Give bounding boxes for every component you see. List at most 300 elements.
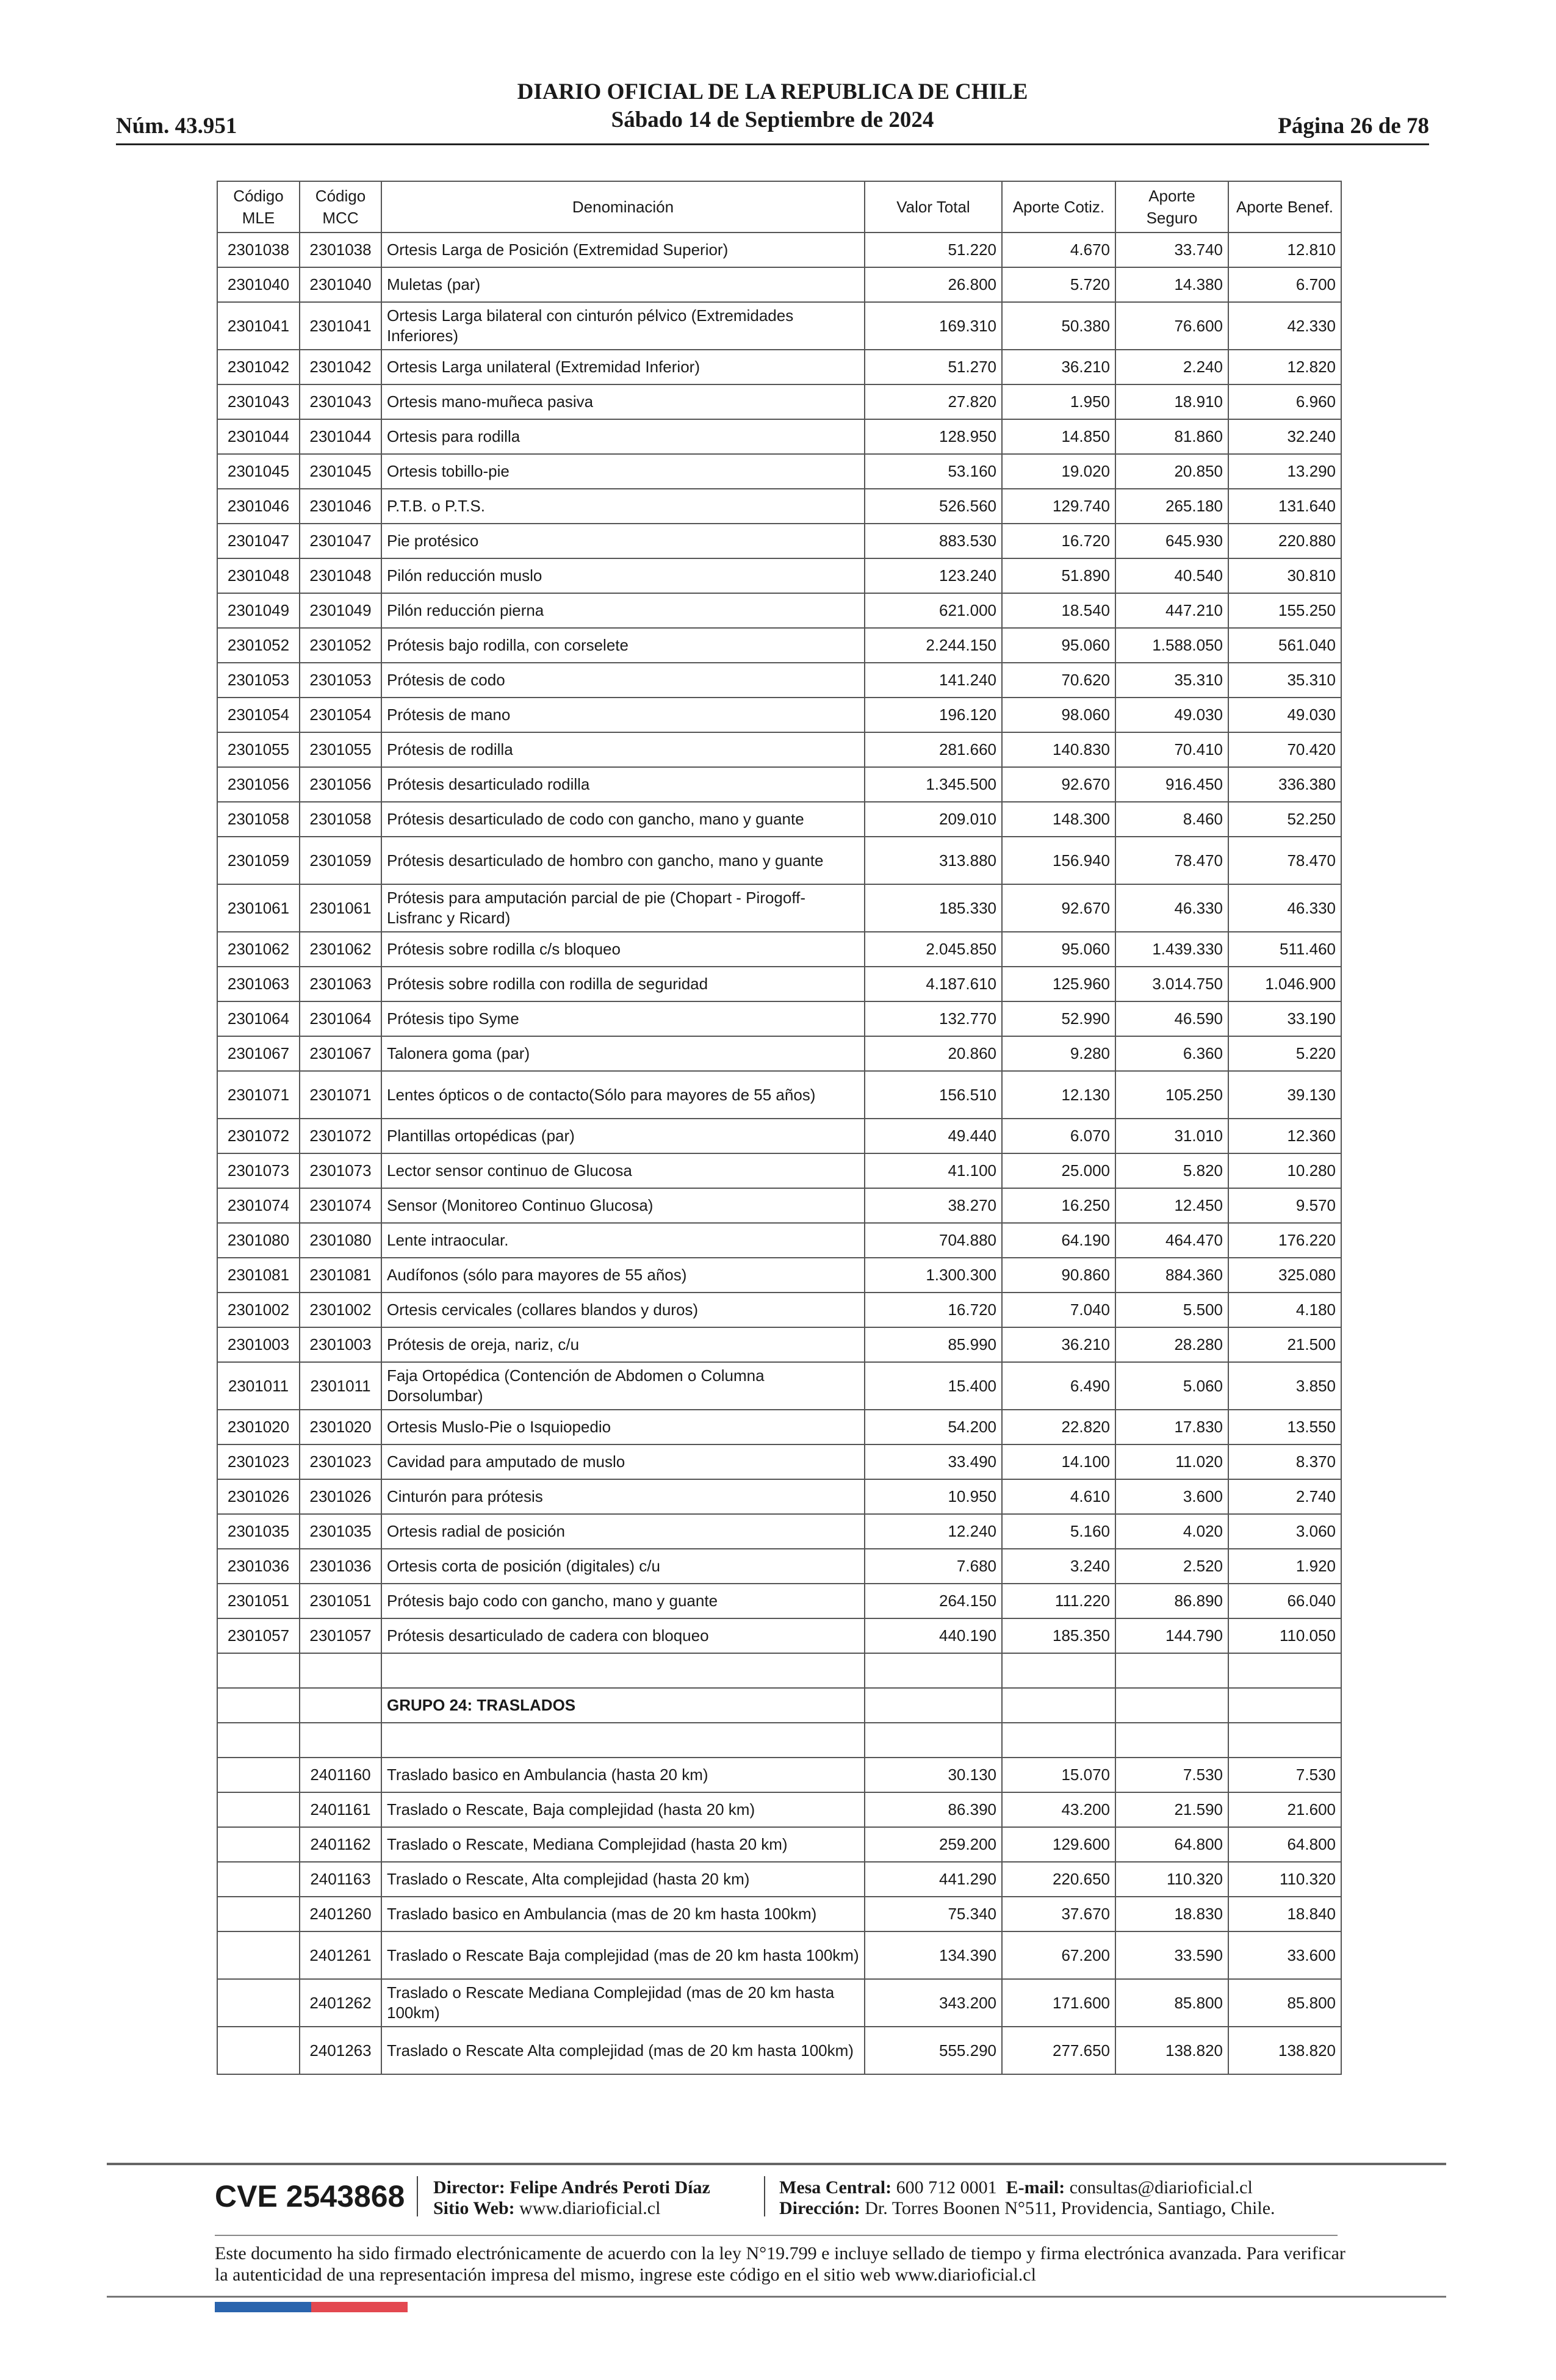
table-cell: 447.210 xyxy=(1115,593,1228,628)
table-cell: 138.820 xyxy=(1228,2027,1341,2074)
table-cell xyxy=(1002,1723,1115,1758)
table-cell: 35.310 xyxy=(1228,663,1341,698)
table-cell: 2301020 xyxy=(217,1410,300,1444)
table-cell: 2.045.850 xyxy=(865,932,1002,967)
table-cell: 8.370 xyxy=(1228,1444,1341,1479)
table-cell: 21.590 xyxy=(1115,1792,1228,1827)
table-cell: 10.950 xyxy=(865,1479,1002,1514)
table-cell: 46.330 xyxy=(1115,884,1228,932)
table-cell xyxy=(1228,1723,1341,1758)
table-cell: 2301040 xyxy=(217,267,300,302)
page-header xyxy=(116,78,1429,144)
table-cell: 883.530 xyxy=(865,524,1002,558)
table-cell: 49.030 xyxy=(1115,698,1228,732)
table-cell: 125.960 xyxy=(1002,967,1115,1001)
email-label: E-mail: xyxy=(1006,2177,1065,2198)
table-row xyxy=(217,1036,1341,1071)
table-cell: 51.890 xyxy=(1002,558,1115,593)
table-cell: 704.880 xyxy=(865,1223,1002,1258)
table-cell: 110.050 xyxy=(1228,1618,1341,1653)
table-cell: 2301063 xyxy=(217,967,300,1001)
table-cell: 18.540 xyxy=(1002,593,1115,628)
table-cell: 2301036 xyxy=(300,1549,381,1584)
table-cell: Traslado o Rescate, Baja complejidad (hasta 20 km) xyxy=(381,1792,865,1827)
table-row xyxy=(217,732,1341,767)
table-cell: 916.450 xyxy=(1115,767,1228,802)
table-cell: Pilón reducción muslo xyxy=(381,558,865,593)
table-cell: 12.240 xyxy=(865,1514,1002,1549)
table-cell: 30.810 xyxy=(1228,558,1341,593)
table-cell: 7.530 xyxy=(1228,1758,1341,1792)
table-cell: 64.800 xyxy=(1115,1827,1228,1862)
table-cell: 20.860 xyxy=(865,1036,1002,1071)
table-cell xyxy=(865,1688,1002,1723)
table-cell: 2301053 xyxy=(217,663,300,698)
table-cell: 1.588.050 xyxy=(1115,628,1228,663)
table-row xyxy=(217,1862,1341,1897)
table-cell: 14.850 xyxy=(1002,419,1115,454)
table-cell: Ortesis tobillo-pie xyxy=(381,454,865,489)
table-cell: Prótesis desarticulado de hombro con gancho, mano y guante xyxy=(381,837,865,884)
table-cell: 13.290 xyxy=(1228,454,1341,489)
table-cell: 33.190 xyxy=(1228,1001,1341,1036)
table-cell: 75.340 xyxy=(865,1897,1002,1931)
table-cell: 1.345.500 xyxy=(865,767,1002,802)
table-row xyxy=(217,1931,1341,1979)
table-cell: 176.220 xyxy=(1228,1223,1341,1258)
table-cell: 2301061 xyxy=(217,884,300,932)
header-divider xyxy=(116,143,1429,145)
table-cell: 70.420 xyxy=(1228,732,1341,767)
table-row xyxy=(217,419,1341,454)
table-cell xyxy=(865,1723,1002,1758)
table-cell: 2401262 xyxy=(300,1979,381,2027)
mesa-label: Mesa Central: xyxy=(779,2177,892,2198)
table-cell: 2301038 xyxy=(300,233,381,267)
column-header: Aporte Seguro xyxy=(1115,181,1228,233)
table-cell: 2301056 xyxy=(300,767,381,802)
newspaper-title: DIARIO OFICIAL DE LA REPUBLICA DE CHILE xyxy=(517,79,1028,104)
table-cell xyxy=(1115,1653,1228,1688)
legal-notice: Este documento ha sido firmado electrónicamente de acuerdo con la ley N°19.799 e incluye sellado de tiempo y firma electrónica avanzada. Para verificar la autenticidad de una representación impresa del mismo, ingrese este código en el sitio web www.diarioficial.cl xyxy=(215,2243,1345,2285)
site-url[interactable]: www.diarioficial.cl xyxy=(519,2198,661,2218)
table-cell: 5.720 xyxy=(1002,267,1115,302)
table-cell: 105.250 xyxy=(1115,1071,1228,1119)
table-cell: 27.820 xyxy=(865,384,1002,419)
table-cell: 36.210 xyxy=(1002,1327,1115,1362)
table-cell: 1.950 xyxy=(1002,384,1115,419)
table-cell: 12.360 xyxy=(1228,1119,1341,1153)
table-row xyxy=(217,1979,1341,2027)
table-cell: 26.800 xyxy=(865,267,1002,302)
table-cell: 2301040 xyxy=(300,267,381,302)
table-cell: Prótesis sobre rodilla con rodilla de seguridad xyxy=(381,967,865,1001)
table-cell: 2301071 xyxy=(300,1071,381,1119)
table-cell: Prótesis desarticulado rodilla xyxy=(381,767,865,802)
table-cell xyxy=(217,1931,300,1979)
footer-separator xyxy=(764,2176,765,2216)
mesa-phone: 600 712 0001 xyxy=(896,2177,997,2198)
table-cell: 6.070 xyxy=(1002,1119,1115,1153)
director-label: Director: xyxy=(433,2177,505,2198)
table-cell: 2401160 xyxy=(300,1758,381,1792)
table-cell: 40.540 xyxy=(1115,558,1228,593)
column-header: Código MCC xyxy=(300,181,381,233)
table-cell: 111.220 xyxy=(1002,1584,1115,1618)
table-cell: 2301045 xyxy=(300,454,381,489)
table-cell: 15.400 xyxy=(865,1362,1002,1410)
table-cell: 4.020 xyxy=(1115,1514,1228,1549)
table-cell: 49.440 xyxy=(865,1119,1002,1153)
table-cell: 4.610 xyxy=(1002,1479,1115,1514)
table-cell: Ortesis Larga bilateral con cinturón pélvico (Extremidades Inferiores) xyxy=(381,302,865,350)
table-cell: 2301064 xyxy=(217,1001,300,1036)
table-cell: Prótesis tipo Syme xyxy=(381,1001,865,1036)
table-cell: Ortesis Larga de Posición (Extremidad Superior) xyxy=(381,233,865,267)
table-cell: 32.240 xyxy=(1228,419,1341,454)
table-cell: 3.014.750 xyxy=(1115,967,1228,1001)
table-row xyxy=(217,663,1341,698)
table-row xyxy=(217,1410,1341,1444)
table-cell: 2301011 xyxy=(300,1362,381,1410)
table-cell: Ortesis mano-muñeca pasiva xyxy=(381,384,865,419)
table-row xyxy=(217,1897,1341,1931)
table-cell: Prótesis de mano xyxy=(381,698,865,732)
table-cell: 1.439.330 xyxy=(1115,932,1228,967)
table-cell: 1.920 xyxy=(1228,1549,1341,1584)
table-cell: 15.070 xyxy=(1002,1758,1115,1792)
table-cell: 144.790 xyxy=(1115,1618,1228,1653)
table-cell: 98.060 xyxy=(1002,698,1115,732)
table-cell: 2401161 xyxy=(300,1792,381,1827)
table-cell: P.T.B. o P.T.S. xyxy=(381,489,865,524)
table-cell: 28.280 xyxy=(1115,1327,1228,1362)
table-cell: 265.180 xyxy=(1115,489,1228,524)
table-row xyxy=(217,1618,1341,1653)
table-row xyxy=(217,1153,1341,1188)
table-row xyxy=(217,628,1341,663)
table-cell: 264.150 xyxy=(865,1584,1002,1618)
table-cell: 2301062 xyxy=(300,932,381,967)
table-cell: 6.490 xyxy=(1002,1362,1115,1410)
table-cell: 2301073 xyxy=(300,1153,381,1188)
table-cell: 78.470 xyxy=(1228,837,1341,884)
issue-number: Núm. 43.951 xyxy=(116,114,237,139)
table-cell: 95.060 xyxy=(1002,628,1115,663)
table-cell: 2301057 xyxy=(300,1618,381,1653)
table-cell xyxy=(865,1653,1002,1688)
table-row xyxy=(217,767,1341,802)
table-cell: 18.830 xyxy=(1115,1897,1228,1931)
table-cell: 12.810 xyxy=(1228,233,1341,267)
table-cell: 2301026 xyxy=(217,1479,300,1514)
table-cell: 10.280 xyxy=(1228,1153,1341,1188)
brand-bar-red xyxy=(311,2302,408,2312)
table-cell: 526.560 xyxy=(865,489,1002,524)
table-cell: 2301002 xyxy=(217,1293,300,1327)
table-cell: 2301038 xyxy=(217,233,300,267)
table-row xyxy=(217,593,1341,628)
table-cell: 2301046 xyxy=(217,489,300,524)
table-cell: 6.360 xyxy=(1115,1036,1228,1071)
table-cell: 185.330 xyxy=(865,884,1002,932)
table-cell: 2301042 xyxy=(217,350,300,384)
table-cell: 2301041 xyxy=(217,302,300,350)
table-cell: 155.250 xyxy=(1228,593,1341,628)
table-row xyxy=(217,967,1341,1001)
table-cell: Pie protésico xyxy=(381,524,865,558)
table-cell: 2301058 xyxy=(300,802,381,837)
table-cell: Cavidad para amputado de muslo xyxy=(381,1444,865,1479)
cve-code: CVE 2543868 xyxy=(215,2179,405,2213)
contact-block xyxy=(779,2177,1275,2219)
table-cell: 95.060 xyxy=(1002,932,1115,967)
table-cell: 110.320 xyxy=(1115,1862,1228,1897)
table-cell: 52.990 xyxy=(1002,1001,1115,1036)
table-cell: 2301035 xyxy=(217,1514,300,1549)
table-row xyxy=(217,524,1341,558)
table-cell: 54.200 xyxy=(865,1410,1002,1444)
table-cell: Prótesis bajo rodilla, con corselete xyxy=(381,628,865,663)
table-cell xyxy=(1002,1653,1115,1688)
table-cell: 11.020 xyxy=(1115,1444,1228,1479)
table-cell: 90.860 xyxy=(1002,1258,1115,1293)
column-header: Código MLE xyxy=(217,181,300,233)
table-cell: 70.410 xyxy=(1115,732,1228,767)
table-cell: 2301047 xyxy=(300,524,381,558)
table-row xyxy=(217,698,1341,732)
table-cell: Ortesis corta de posición (digitales) c/u xyxy=(381,1549,865,1584)
table-cell: 2301011 xyxy=(217,1362,300,1410)
table-row xyxy=(217,1758,1341,1792)
table-cell: 52.250 xyxy=(1228,802,1341,837)
table-cell: 9.280 xyxy=(1002,1036,1115,1071)
bottom-divider xyxy=(107,2296,1446,2298)
table-cell: 441.290 xyxy=(865,1862,1002,1897)
table-cell: 2.244.150 xyxy=(865,628,1002,663)
table-cell: 18.910 xyxy=(1115,384,1228,419)
table-row xyxy=(217,1653,1341,1688)
table-cell: 2301020 xyxy=(300,1410,381,1444)
table-cell: Lente intraocular. xyxy=(381,1223,865,1258)
table-cell: 38.270 xyxy=(865,1188,1002,1223)
table-cell: 14.380 xyxy=(1115,267,1228,302)
table-row xyxy=(217,1514,1341,1549)
page-number: Página 26 de 78 xyxy=(1278,114,1429,139)
table-cell: 185.350 xyxy=(1002,1618,1115,1653)
table-cell: 2301026 xyxy=(300,1479,381,1514)
footer-divider-secondary xyxy=(215,2235,1338,2236)
table-cell: 64.800 xyxy=(1228,1827,1341,1862)
table-cell: 220.650 xyxy=(1002,1862,1115,1897)
table-row xyxy=(217,1223,1341,1258)
table-cell: Cinturón para prótesis xyxy=(381,1479,865,1514)
table-row xyxy=(217,454,1341,489)
table-cell: Faja Ortopédica (Contención de Abdomen o Columna Dorsolumbar) xyxy=(381,1362,865,1410)
table-cell: Prótesis desarticulado de codo con gancho, mano y guante xyxy=(381,802,865,837)
table-cell: 281.660 xyxy=(865,732,1002,767)
table-cell: Ortesis Muslo-Pie o Isquiopedio xyxy=(381,1410,865,1444)
table-cell: 37.670 xyxy=(1002,1897,1115,1931)
table-cell: 33.740 xyxy=(1115,233,1228,267)
table-cell: 884.360 xyxy=(1115,1258,1228,1293)
table-cell: 7.680 xyxy=(865,1549,1002,1584)
table-cell: 2301051 xyxy=(217,1584,300,1618)
table-cell xyxy=(217,1723,300,1758)
table-cell: 440.190 xyxy=(865,1618,1002,1653)
table-cell: 2301059 xyxy=(217,837,300,884)
column-header: Valor Total xyxy=(865,181,1002,233)
table-row xyxy=(217,837,1341,884)
table-cell: 2301043 xyxy=(217,384,300,419)
table-cell: Prótesis de rodilla xyxy=(381,732,865,767)
table-row xyxy=(217,350,1341,384)
table-cell: 2301035 xyxy=(300,1514,381,1549)
table-row xyxy=(217,1327,1341,1362)
table-cell: 33.590 xyxy=(1115,1931,1228,1979)
table-cell: 41.100 xyxy=(865,1153,1002,1188)
table-cell: 5.160 xyxy=(1002,1514,1115,1549)
table-cell: 138.820 xyxy=(1115,2027,1228,2074)
table-cell: 2301003 xyxy=(300,1327,381,1362)
table-row xyxy=(217,1119,1341,1153)
table-cell: 2.520 xyxy=(1115,1549,1228,1584)
table-cell: 464.470 xyxy=(1115,1223,1228,1258)
table-cell: 156.510 xyxy=(865,1071,1002,1119)
table-cell: Ortesis cervicales (collares blandos y duros) xyxy=(381,1293,865,1327)
table-cell: 2301056 xyxy=(217,767,300,802)
table-cell: 8.460 xyxy=(1115,802,1228,837)
table-cell: 33.600 xyxy=(1228,1931,1341,1979)
table-cell: Traslado basico en Ambulancia (hasta 20 km) xyxy=(381,1758,865,1792)
table-cell: 12.130 xyxy=(1002,1071,1115,1119)
table-cell: 30.130 xyxy=(865,1758,1002,1792)
table-cell: 110.320 xyxy=(1228,1862,1341,1897)
table-cell: 2301072 xyxy=(300,1119,381,1153)
table-cell: 3.600 xyxy=(1115,1479,1228,1514)
table-cell xyxy=(217,1862,300,1897)
table-cell: 78.470 xyxy=(1115,837,1228,884)
table-cell: GRUPO 24: TRASLADOS xyxy=(381,1688,865,1723)
table-cell xyxy=(300,1653,381,1688)
table-cell: 2301063 xyxy=(300,967,381,1001)
table-cell: 2301049 xyxy=(217,593,300,628)
table-cell: 14.100 xyxy=(1002,1444,1115,1479)
table-cell: Traslado o Rescate Alta complejidad (mas de 20 km hasta 100km) xyxy=(381,2027,865,2074)
table-row xyxy=(217,932,1341,967)
table-cell: 25.000 xyxy=(1002,1153,1115,1188)
table-cell: 35.310 xyxy=(1115,663,1228,698)
table-cell: 16.250 xyxy=(1002,1188,1115,1223)
table-row xyxy=(217,302,1341,350)
table-cell: 6.960 xyxy=(1228,384,1341,419)
table-cell: Traslado o Rescate Baja complejidad (mas de 20 km hasta 100km) xyxy=(381,1931,865,1979)
table-cell: Prótesis bajo codo con gancho, mano y guante xyxy=(381,1584,865,1618)
table-cell: Prótesis sobre rodilla c/s bloqueo xyxy=(381,932,865,967)
table-cell: 2301055 xyxy=(300,732,381,767)
table-cell: 2401163 xyxy=(300,1862,381,1897)
table-cell: 2301043 xyxy=(300,384,381,419)
table-cell: 2301061 xyxy=(300,884,381,932)
table-row xyxy=(217,1549,1341,1584)
table-row xyxy=(217,1188,1341,1223)
table-cell: 81.860 xyxy=(1115,419,1228,454)
table-cell: 17.830 xyxy=(1115,1410,1228,1444)
table-cell: 2301054 xyxy=(300,698,381,732)
table-cell: 5.500 xyxy=(1115,1293,1228,1327)
table-cell xyxy=(381,1723,865,1758)
table-cell: 2301074 xyxy=(300,1188,381,1223)
table-cell: 86.890 xyxy=(1115,1584,1228,1618)
table-cell: 12.820 xyxy=(1228,350,1341,384)
table-cell: 555.290 xyxy=(865,2027,1002,2074)
director-name: Felipe Andrés Peroti Díaz xyxy=(510,2177,710,2198)
table-cell: Prótesis de oreja, nariz, c/u xyxy=(381,1327,865,1362)
site-label: Sitio Web: xyxy=(433,2198,515,2218)
email-address[interactable]: consultas@diarioficial.cl xyxy=(1069,2177,1253,2198)
table-cell: 148.300 xyxy=(1002,802,1115,837)
table-cell: 70.620 xyxy=(1002,663,1115,698)
table-cell: 9.570 xyxy=(1228,1188,1341,1223)
table-cell: 5.060 xyxy=(1115,1362,1228,1410)
table-cell: 2301080 xyxy=(300,1223,381,1258)
table-cell: 2401260 xyxy=(300,1897,381,1931)
table-cell: 2301051 xyxy=(300,1584,381,1618)
table-cell: 2301023 xyxy=(300,1444,381,1479)
table-cell: 336.380 xyxy=(1228,767,1341,802)
table-cell: Ortesis para rodilla xyxy=(381,419,865,454)
table-cell: 171.600 xyxy=(1002,1979,1115,2027)
table-cell: 561.040 xyxy=(1228,628,1341,663)
table-cell: 46.590 xyxy=(1115,1001,1228,1036)
table-row xyxy=(217,1362,1341,1410)
table-cell: 53.160 xyxy=(865,454,1002,489)
table-row xyxy=(217,802,1341,837)
table-cell: 4.670 xyxy=(1002,233,1115,267)
table-cell: 2301047 xyxy=(217,524,300,558)
table-row xyxy=(217,884,1341,932)
table-cell: 313.880 xyxy=(865,837,1002,884)
table-cell: 141.240 xyxy=(865,663,1002,698)
table-cell: Prótesis desarticulado de cadera con bloqueo xyxy=(381,1618,865,1653)
table-row xyxy=(217,1723,1341,1758)
table-cell: 3.850 xyxy=(1228,1362,1341,1410)
table-cell: 2301074 xyxy=(217,1188,300,1223)
footer-divider xyxy=(107,2163,1446,2165)
table-cell: 85.800 xyxy=(1115,1979,1228,2027)
table-cell: 3.240 xyxy=(1002,1549,1115,1584)
table-cell: Sensor (Monitoreo Continuo Glucosa) xyxy=(381,1188,865,1223)
table-cell: 2301048 xyxy=(300,558,381,593)
table-cell: 621.000 xyxy=(865,593,1002,628)
table-cell: Traslado o Rescate, Mediana Complejidad (hasta 20 km) xyxy=(381,1827,865,1862)
director-block xyxy=(433,2177,710,2219)
address-text: Dr. Torres Boonen N°511, Providencia, Santiago, Chile. xyxy=(865,2198,1275,2218)
table-cell: 31.010 xyxy=(1115,1119,1228,1153)
table-cell xyxy=(1228,1653,1341,1688)
table-cell: 22.820 xyxy=(1002,1410,1115,1444)
table-cell: 2301067 xyxy=(217,1036,300,1071)
table-cell: 129.600 xyxy=(1002,1827,1115,1862)
table-cell: 2301023 xyxy=(217,1444,300,1479)
table-cell: Muletas (par) xyxy=(381,267,865,302)
table-header-row xyxy=(217,181,1341,233)
table-cell xyxy=(217,1897,300,1931)
table-cell: 2301055 xyxy=(217,732,300,767)
table-row xyxy=(217,1001,1341,1036)
column-header: Denominación xyxy=(381,181,865,233)
table-cell: 511.460 xyxy=(1228,932,1341,967)
